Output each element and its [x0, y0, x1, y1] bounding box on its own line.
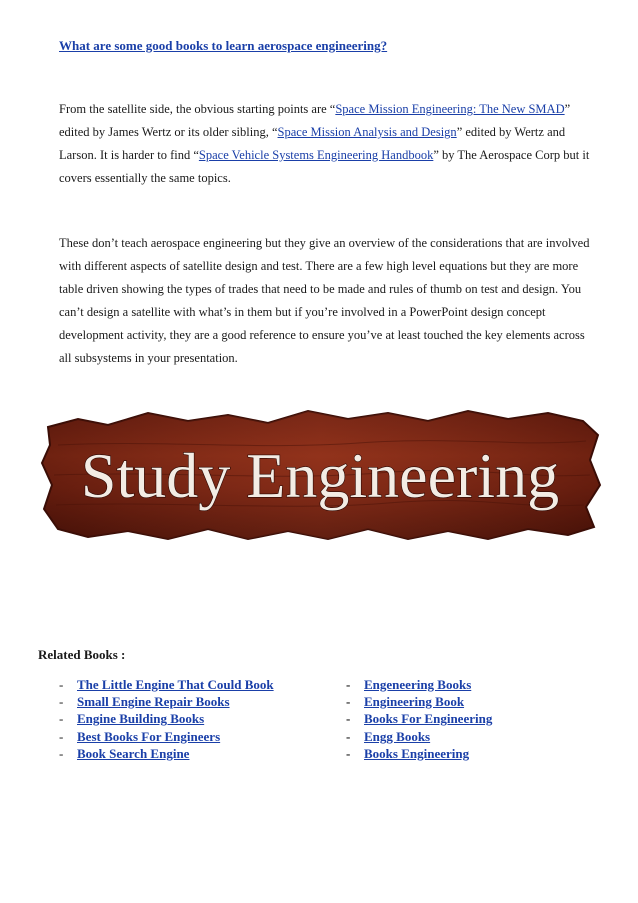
p1-text-1: From the satellite side, the obvious starting points are “: [59, 102, 336, 116]
related-book-link[interactable]: Book Search Engine: [77, 745, 190, 761]
question-title-link[interactable]: What are some good books to learn aerospace engineering?: [59, 38, 388, 53]
list-dash: -: [59, 728, 64, 744]
related-book-link[interactable]: Engg Books: [364, 728, 431, 744]
related-book-link[interactable]: The Little Engine That Could Book: [77, 677, 274, 692]
list-dash: -: [59, 745, 64, 761]
paragraph-book-recommendations: [59, 98, 599, 190]
list-item: [346, 728, 492, 745]
list-item: [346, 710, 492, 727]
related-book-link[interactable]: Books Engineering: [364, 745, 470, 761]
list-dash: -: [346, 745, 351, 761]
list-item: [346, 745, 492, 762]
list-dash: -: [59, 694, 64, 710]
link-space-mission-engineering[interactable]: Space Mission Engineering: The New SMAD: [335, 102, 565, 116]
banner-title: Study Engineering: [80, 440, 560, 511]
related-book-link[interactable]: Engine Building Books: [77, 711, 205, 727]
list-dash: -: [59, 711, 64, 727]
related-book-link[interactable]: Best Books For Engineers: [77, 728, 221, 744]
p1-text-2: ” edited by James Wertz or its older sibling, “: [59, 102, 571, 139]
list-dash: -: [346, 711, 351, 727]
related-books-left-list: [59, 676, 274, 762]
related-book-link[interactable]: Books For Engineering: [364, 711, 493, 727]
paragraph-overview: These don’t teach aerospace engineering but they give an overview of the considerations that are involved with different aspects of satellite design and test. There are a few high level equations but they are more table driven showing the types of trades that need to be made and rules of thumb on test and design. You can’t design a satellite with what’s in them but if you’re involved in a PowerPoint design concept development activity, they are a good reference to ensure you’ve at least touched the key elements across all subsystems in your presentation.: [59, 236, 590, 365]
list-dash: -: [346, 694, 351, 710]
link-space-mission-analysis-design[interactable]: Space Mission Analysis and Design: [277, 125, 457, 139]
related-books-heading: Related Books :: [38, 647, 126, 662]
related-book-link[interactable]: Small Engine Repair Books: [77, 694, 230, 710]
list-item: [59, 710, 274, 727]
study-engineering-banner: [38, 405, 603, 545]
list-item: [346, 676, 492, 693]
link-space-vehicle-handbook[interactable]: Space Vehicle Systems Engineering Handbook: [198, 148, 434, 162]
list-item: [59, 693, 274, 710]
p1-text-3: ” edited by Wertz and Larson. It is harder to find “: [59, 125, 566, 162]
related-book-link[interactable]: Engineering Book: [364, 694, 465, 710]
list-item: [59, 745, 274, 762]
list-item: [346, 693, 492, 710]
list-dash: -: [59, 677, 64, 692]
list-dash: -: [346, 677, 351, 692]
related-books-right-list: [346, 676, 492, 762]
p1-text-4: ” by The Aerospace Corp but it covers essentially the same topics.: [59, 148, 590, 185]
related-book-link[interactable]: Engeneering Books: [364, 677, 472, 692]
list-item: [59, 676, 274, 693]
list-item: [59, 728, 274, 745]
list-dash: -: [346, 728, 351, 744]
